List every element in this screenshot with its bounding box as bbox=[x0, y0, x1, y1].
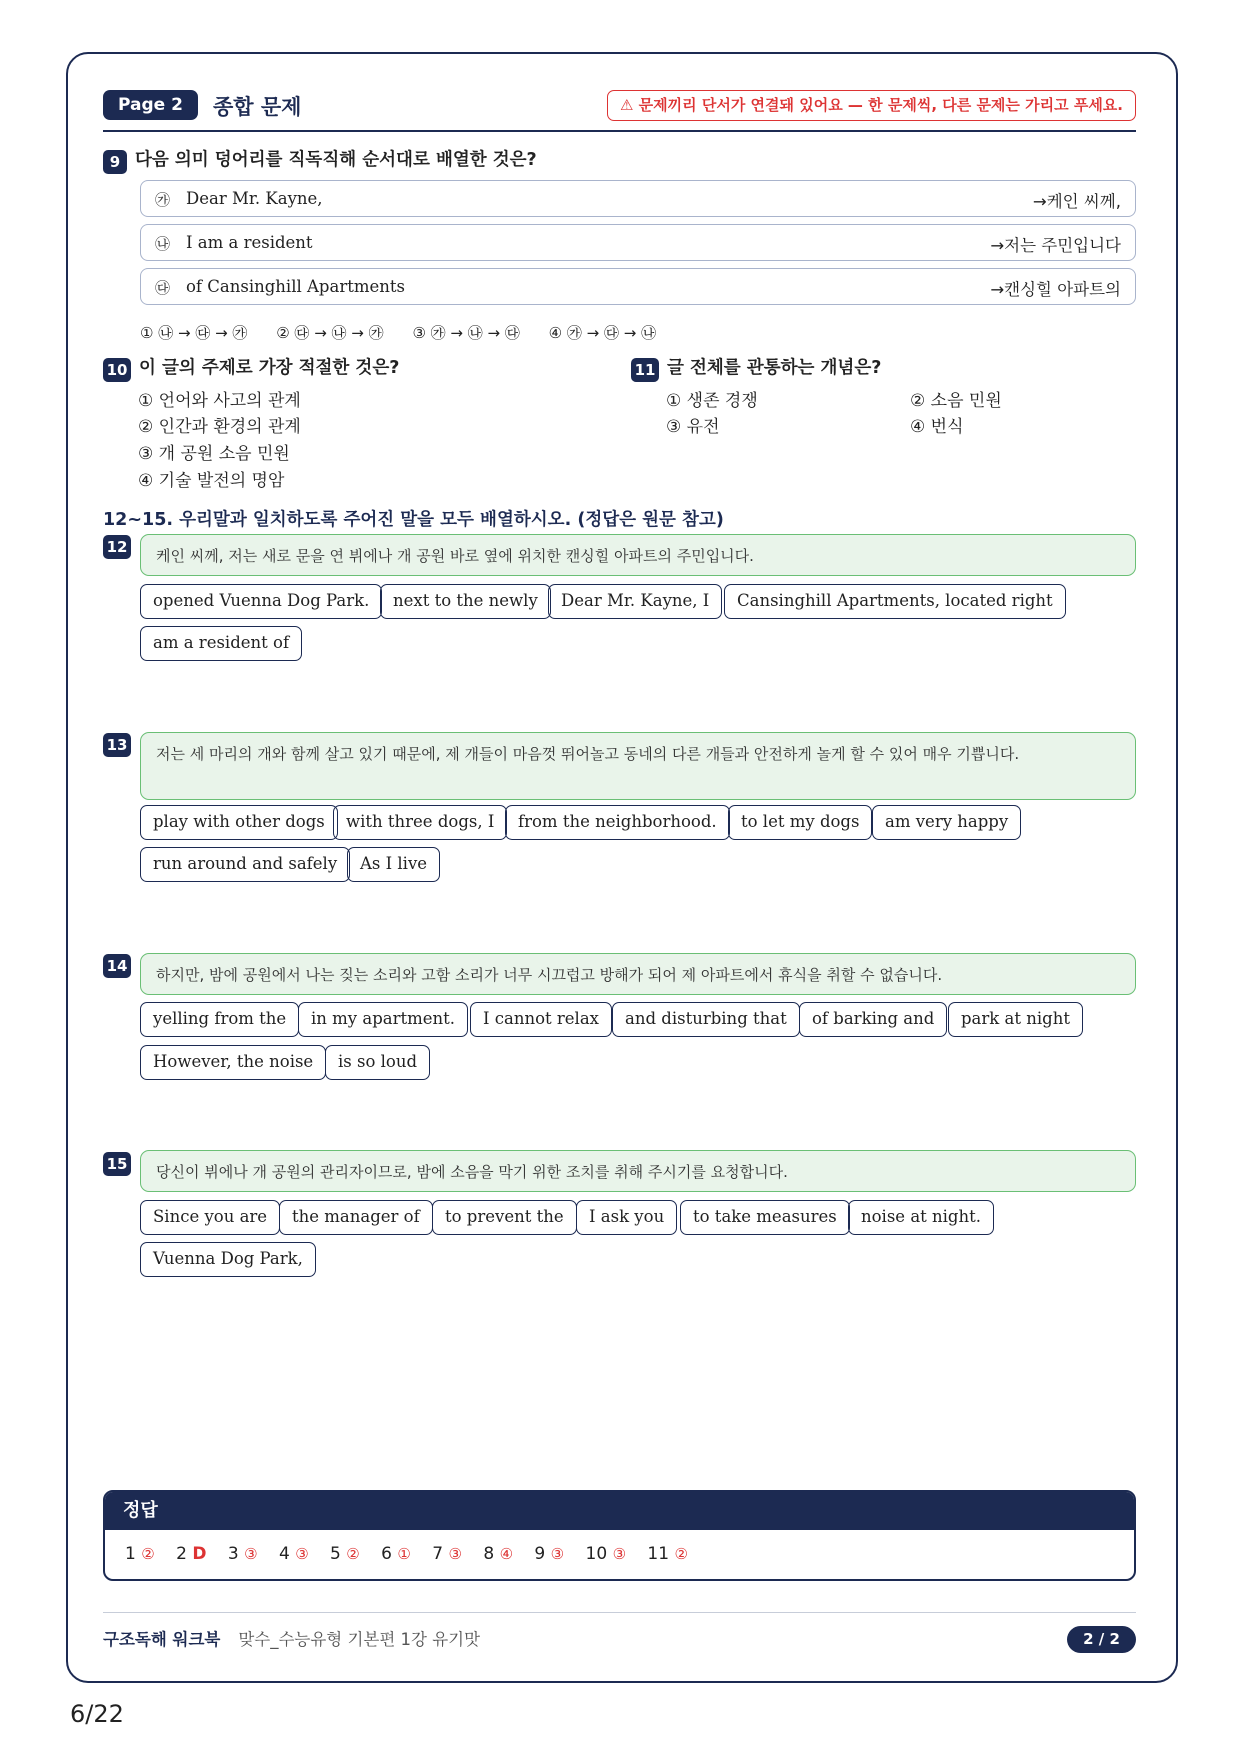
page-header bbox=[103, 90, 1136, 132]
q11-option[interactable]: ② 소음 민원 bbox=[910, 391, 1002, 411]
page-title: 종합 문제 bbox=[213, 95, 302, 119]
word-tile[interactable]: play with other dogs bbox=[140, 805, 338, 840]
q10-number: 10 bbox=[103, 358, 131, 382]
q10-option[interactable]: ① 언어와 사고의 관계 bbox=[138, 391, 301, 411]
answer-item: 9 ③ bbox=[534, 1544, 565, 1564]
footer-divider bbox=[103, 1612, 1136, 1613]
q10-title bbox=[103, 354, 399, 382]
footer-page-badge: 2 / 2 bbox=[1067, 1626, 1136, 1653]
footer-subtitle: 맞수_수능유형 기본편 1강 유기맛 bbox=[238, 1630, 481, 1649]
q9-chunk bbox=[140, 268, 1136, 305]
q9-option[interactable]: ② ㉰ → ㉯ → ㉮ bbox=[276, 324, 384, 342]
word-tile[interactable]: is so loud bbox=[325, 1045, 430, 1080]
word-tile[interactable]: and disturbing that bbox=[612, 1002, 800, 1037]
q12-number: 12 bbox=[103, 535, 131, 559]
chunk-mark: ㉰ bbox=[155, 279, 171, 297]
word-tile[interactable]: the manager of bbox=[279, 1200, 433, 1235]
answer-item: 1 ② bbox=[125, 1544, 155, 1564]
q11-title bbox=[631, 354, 881, 382]
q14-number: 14 bbox=[103, 954, 131, 978]
answer-item: 4 ③ bbox=[278, 1544, 309, 1564]
word-tile[interactable]: park at night bbox=[948, 1002, 1083, 1037]
word-tile[interactable]: to let my dogs bbox=[728, 805, 872, 840]
answer-item: 10 ③ bbox=[585, 1544, 627, 1564]
q11-option[interactable]: ① 생존 경쟁 bbox=[666, 391, 758, 411]
q10-text: 이 글의 주제로 가장 적절한 것은? bbox=[139, 358, 400, 378]
document-page-number: 6/22 bbox=[70, 1700, 124, 1728]
word-tile[interactable]: Cansinghill Apartments, located right bbox=[724, 584, 1066, 619]
answer-item: 8 ④ bbox=[483, 1544, 514, 1564]
word-tile[interactable]: I ask you bbox=[576, 1200, 677, 1235]
word-tile[interactable]: to take measures bbox=[680, 1200, 850, 1235]
word-tile[interactable]: of barking and bbox=[799, 1002, 947, 1037]
q13-korean-box: 저는 세 마리의 개와 함께 살고 있기 때문에, 제 개들이 마음껏 뛰어놀고 동네의 다른 개들과 안전하게 놀게 할 수 있어 매우 기쁩니다. bbox=[140, 732, 1136, 800]
chunk-korean: →케인 씨께, bbox=[1032, 192, 1121, 211]
q9-option[interactable]: ① ㉯ → ㉰ → ㉮ bbox=[140, 324, 248, 342]
q10-option[interactable]: ④ 기술 발전의 명암 bbox=[138, 471, 285, 491]
q10-option[interactable]: ③ 개 공원 소음 민원 bbox=[138, 444, 290, 464]
footer-info bbox=[103, 1626, 480, 1650]
q15-korean-box: 당신이 뷔에나 개 공원의 관리자이므로, 밤에 소음을 막기 위한 조치를 취해 주시기를 요청합니다. bbox=[140, 1150, 1136, 1192]
answer-item: 7 ③ bbox=[432, 1544, 462, 1564]
chunk-english: Dear Mr. Kayne, bbox=[186, 189, 323, 208]
answer-item: 6 ① bbox=[381, 1544, 411, 1564]
word-tile[interactable]: Vuenna Dog Park, bbox=[140, 1242, 316, 1277]
q11-option[interactable]: ④ 번식 bbox=[910, 417, 964, 437]
answer-item: 11 ② bbox=[647, 1544, 688, 1564]
chunk-english: I am a resident bbox=[186, 233, 313, 252]
word-tile[interactable]: next to the newly bbox=[380, 584, 551, 619]
section-title: 12~15. 우리말과 일치하도록 주어진 말을 모두 배열하시오. (정답은 원문 참고) bbox=[103, 510, 724, 530]
q9-title bbox=[103, 146, 537, 174]
q13-number: 13 bbox=[103, 733, 131, 757]
word-tile[interactable]: from the neighborhood. bbox=[505, 805, 730, 840]
q11-text: 글 전체를 관통하는 개념은? bbox=[667, 358, 882, 378]
q9-options bbox=[140, 322, 680, 343]
q14-korean-box: 하지만, 밤에 공원에서 나는 짖는 소리와 고함 소리가 너무 시끄럽고 방해가 되어 제 아파트에서 휴식을 취할 수 없습니다. bbox=[140, 953, 1136, 995]
word-tile[interactable]: As I live bbox=[347, 847, 440, 882]
word-tile[interactable]: Dear Mr. Kayne, I bbox=[548, 584, 722, 619]
chunk-korean: →저는 주민입니다 bbox=[990, 236, 1121, 255]
q9-option[interactable]: ④ ㉮ → ㉰ → ㉯ bbox=[548, 324, 657, 342]
word-tile[interactable]: with three dogs, I bbox=[333, 805, 507, 840]
word-tile[interactable]: opened Vuenna Dog Park. bbox=[140, 584, 382, 619]
q9-number: 9 bbox=[103, 150, 127, 174]
q15-number: 15 bbox=[103, 1152, 131, 1176]
word-tile[interactable]: to prevent the bbox=[432, 1200, 577, 1235]
answer-list bbox=[125, 1544, 704, 1564]
footer-brand: 구조독해 워크북 bbox=[103, 1630, 221, 1649]
word-tile[interactable]: am a resident of bbox=[140, 626, 302, 661]
word-tile[interactable]: However, the noise bbox=[140, 1045, 326, 1080]
word-tile[interactable]: run around and safely bbox=[140, 847, 350, 882]
word-tile[interactable]: noise at night. bbox=[848, 1200, 994, 1235]
word-tile[interactable]: Since you are bbox=[140, 1200, 280, 1235]
chunk-korean: →캔싱힐 아파트의 bbox=[990, 280, 1121, 299]
q9-text: 다음 의미 덩어리를 직독직해 순서대로 배열한 것은? bbox=[135, 150, 537, 170]
q12-korean-box: 케인 씨께, 저는 새로 문을 연 뷔에나 개 공원 바로 옆에 위치한 캔싱힐 아파트의 주민입니다. bbox=[140, 534, 1136, 576]
answer-key bbox=[103, 1490, 1136, 1581]
warning-badge: ⚠ 문제끼리 단서가 연결돼 있어요 — 한 문제씩, 다른 문제는 가리고 푸세요. bbox=[607, 90, 1136, 121]
chunk-mark: ㉮ bbox=[155, 191, 171, 209]
q9-chunk bbox=[140, 180, 1136, 217]
answer-key-title: 정답 bbox=[105, 1492, 1134, 1530]
q9-chunk bbox=[140, 224, 1136, 261]
word-tile[interactable]: yelling from the bbox=[140, 1002, 299, 1037]
page-label: Page 2 bbox=[103, 90, 198, 120]
q9-option[interactable]: ③ ㉮ → ㉯ → ㉰ bbox=[412, 324, 520, 342]
chunk-english: of Cansinghill Apartments bbox=[186, 277, 405, 296]
word-tile[interactable]: am very happy bbox=[872, 805, 1021, 840]
answer-item: 3 ③ bbox=[227, 1544, 258, 1564]
answer-item: 5 ② bbox=[330, 1544, 360, 1564]
q11-option[interactable]: ③ 유전 bbox=[666, 417, 720, 437]
answer-item: 2 D bbox=[176, 1544, 207, 1564]
chunk-mark: ㉯ bbox=[155, 235, 171, 253]
q11-number: 11 bbox=[631, 358, 659, 382]
word-tile[interactable]: I cannot relax bbox=[470, 1002, 612, 1037]
q10-option[interactable]: ② 인간과 환경의 관계 bbox=[138, 417, 301, 437]
word-tile[interactable]: in my apartment. bbox=[298, 1002, 468, 1037]
